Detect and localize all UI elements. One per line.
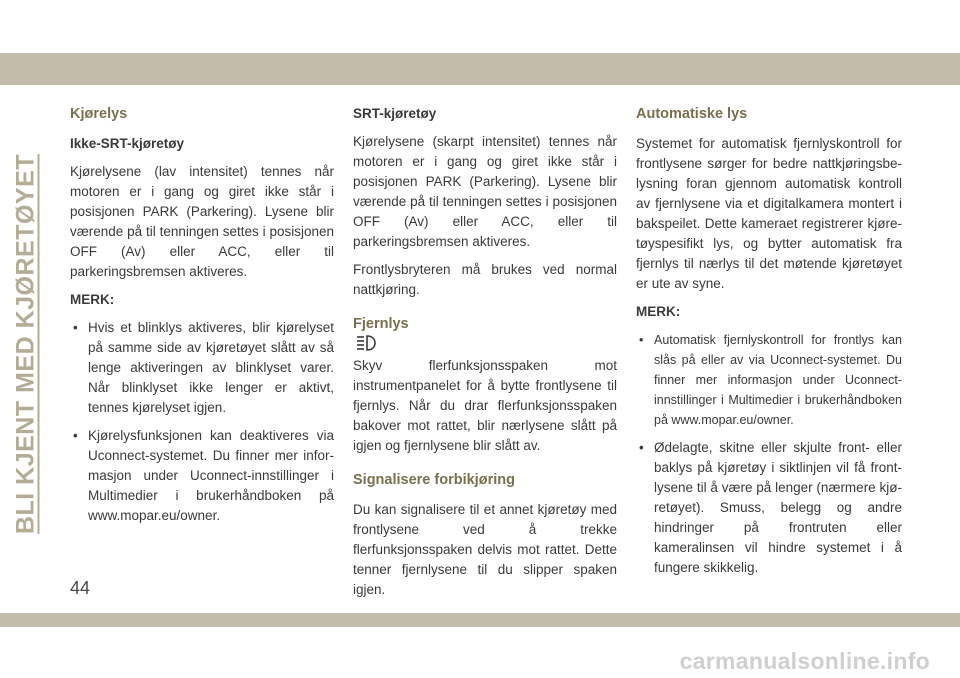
paragraph-frontlysbryter: Frontlysbryteren må brukes ved normal nattkjøring. xyxy=(353,262,617,297)
list-item: • Hvis et blinklys aktiveres, blir kjørelyset på samme side av kjøretøyet slått av så lenge aktiveringen av blinklyset varer. Når blinklyset ikke lenger er aktivt, tennes kjørelyset igjen. xyxy=(70,318,334,418)
list-item: • Kjørelysfunksjonen kan deaktiveres via Uconnect-systemet. Du finner mer informasjon under Uconnect-innstillinger i Multimedier i brukerhåndboken på www.mopar.eu/owner. xyxy=(70,426,334,526)
page-number: 44 xyxy=(70,578,91,598)
top-band xyxy=(0,53,960,85)
note-label: MERK: xyxy=(636,304,681,319)
column-2 xyxy=(353,104,617,608)
heading-automatiske-lys: Automatiske lys xyxy=(636,106,748,122)
paragraph-kjorelys: Kjørelysene (lav intensitet) tennes når motoren er i gang og giret ikke står i posisjonen PARK (Parkering). Lysene blir værende på til tenningen settes i posisjonen OFF (Av) eller ACC, eller til parkeringsbremsen aktiveres. xyxy=(70,164,334,279)
subheading-srt: SRT-kjøretøy xyxy=(353,106,437,121)
list-item: • Automatisk fjernlyskontroll for frontlys kan slås på eller av via Uconnect-systemet. Du finner mer informasjon under Uconnect-innstillinger i Multimedier i brukerhåndboken på www.mopar.eu/owner. xyxy=(636,330,902,430)
note-list xyxy=(70,318,334,526)
column-3 xyxy=(636,104,902,586)
heading-fjernlys: Fjernlys xyxy=(353,316,409,332)
paragraph-srt: Kjørelysene (skarpt intensitet) tennes når motoren er i gang og giret ikke står i posisjonen PARK (Parkering). Lysene blir værende på til tenningen settes i posisjonen OFF (Av) eller ACC, eller til parkeringsbremsen aktiveres. xyxy=(353,134,617,249)
list-item: • Ødelagte, skitne eller skjulte front- eller baklys på kjøretøy i siktlinjen vil få frontlysene til å være på lenger (nærmere kjøretøyet). Smuss, belegg og andre hindringer på frontruten eller kameralinsen vil hindre systemet i å fungere skikkelig. xyxy=(636,438,902,578)
high-beam-icon xyxy=(355,332,379,354)
note-list xyxy=(636,330,902,578)
paragraph-fjernlys: Skyv flerfunksjonsspaken mot instrumentpanelet for å bytte frontlysene til fjernlys. Når du drar flerfunksjonsspaken bakover mot rattet, blir nærlysene slått på igjen og fjernlysene blir slått av. xyxy=(353,358,617,453)
note-label: MERK: xyxy=(70,292,115,307)
subheading-ikke-srt: Ikke-SRT-kjøretøy xyxy=(70,136,185,151)
column-1 xyxy=(70,104,334,534)
heading-kjorelys: Kjørelys xyxy=(70,106,128,122)
heading-signalisere-forbikjoring: Signalisere forbikjøring xyxy=(353,472,515,488)
bottom-band xyxy=(0,613,960,627)
chapter-side-title-text: BLI KJENT MED KJØRETØYET xyxy=(11,153,40,535)
paragraph-automatiske-lys: Systemet for automatisk fjernlyskontroll for frontlysene sørger for bedre nattkjøringsbelysning foran gjennom automatisk kontroll av fjernlysene via et digitalkamera montert i bakspeilet. Dette kameraet registrerer kjøretøyspesifikt lys, og bytter automatisk fra fjernlys til nærlys til det møtende kjøretøyet er ute av syne. xyxy=(636,136,902,291)
watermark: carmanualsonline.info xyxy=(679,648,930,674)
paragraph-forbikjoring: Du kan signalisere til et annet kjøretøy med frontlysene ved å trekke flerfunksjonsspaken delvis mot rattet. Dette tenner fjernlysene til du slipper spaken igjen. xyxy=(353,502,617,597)
